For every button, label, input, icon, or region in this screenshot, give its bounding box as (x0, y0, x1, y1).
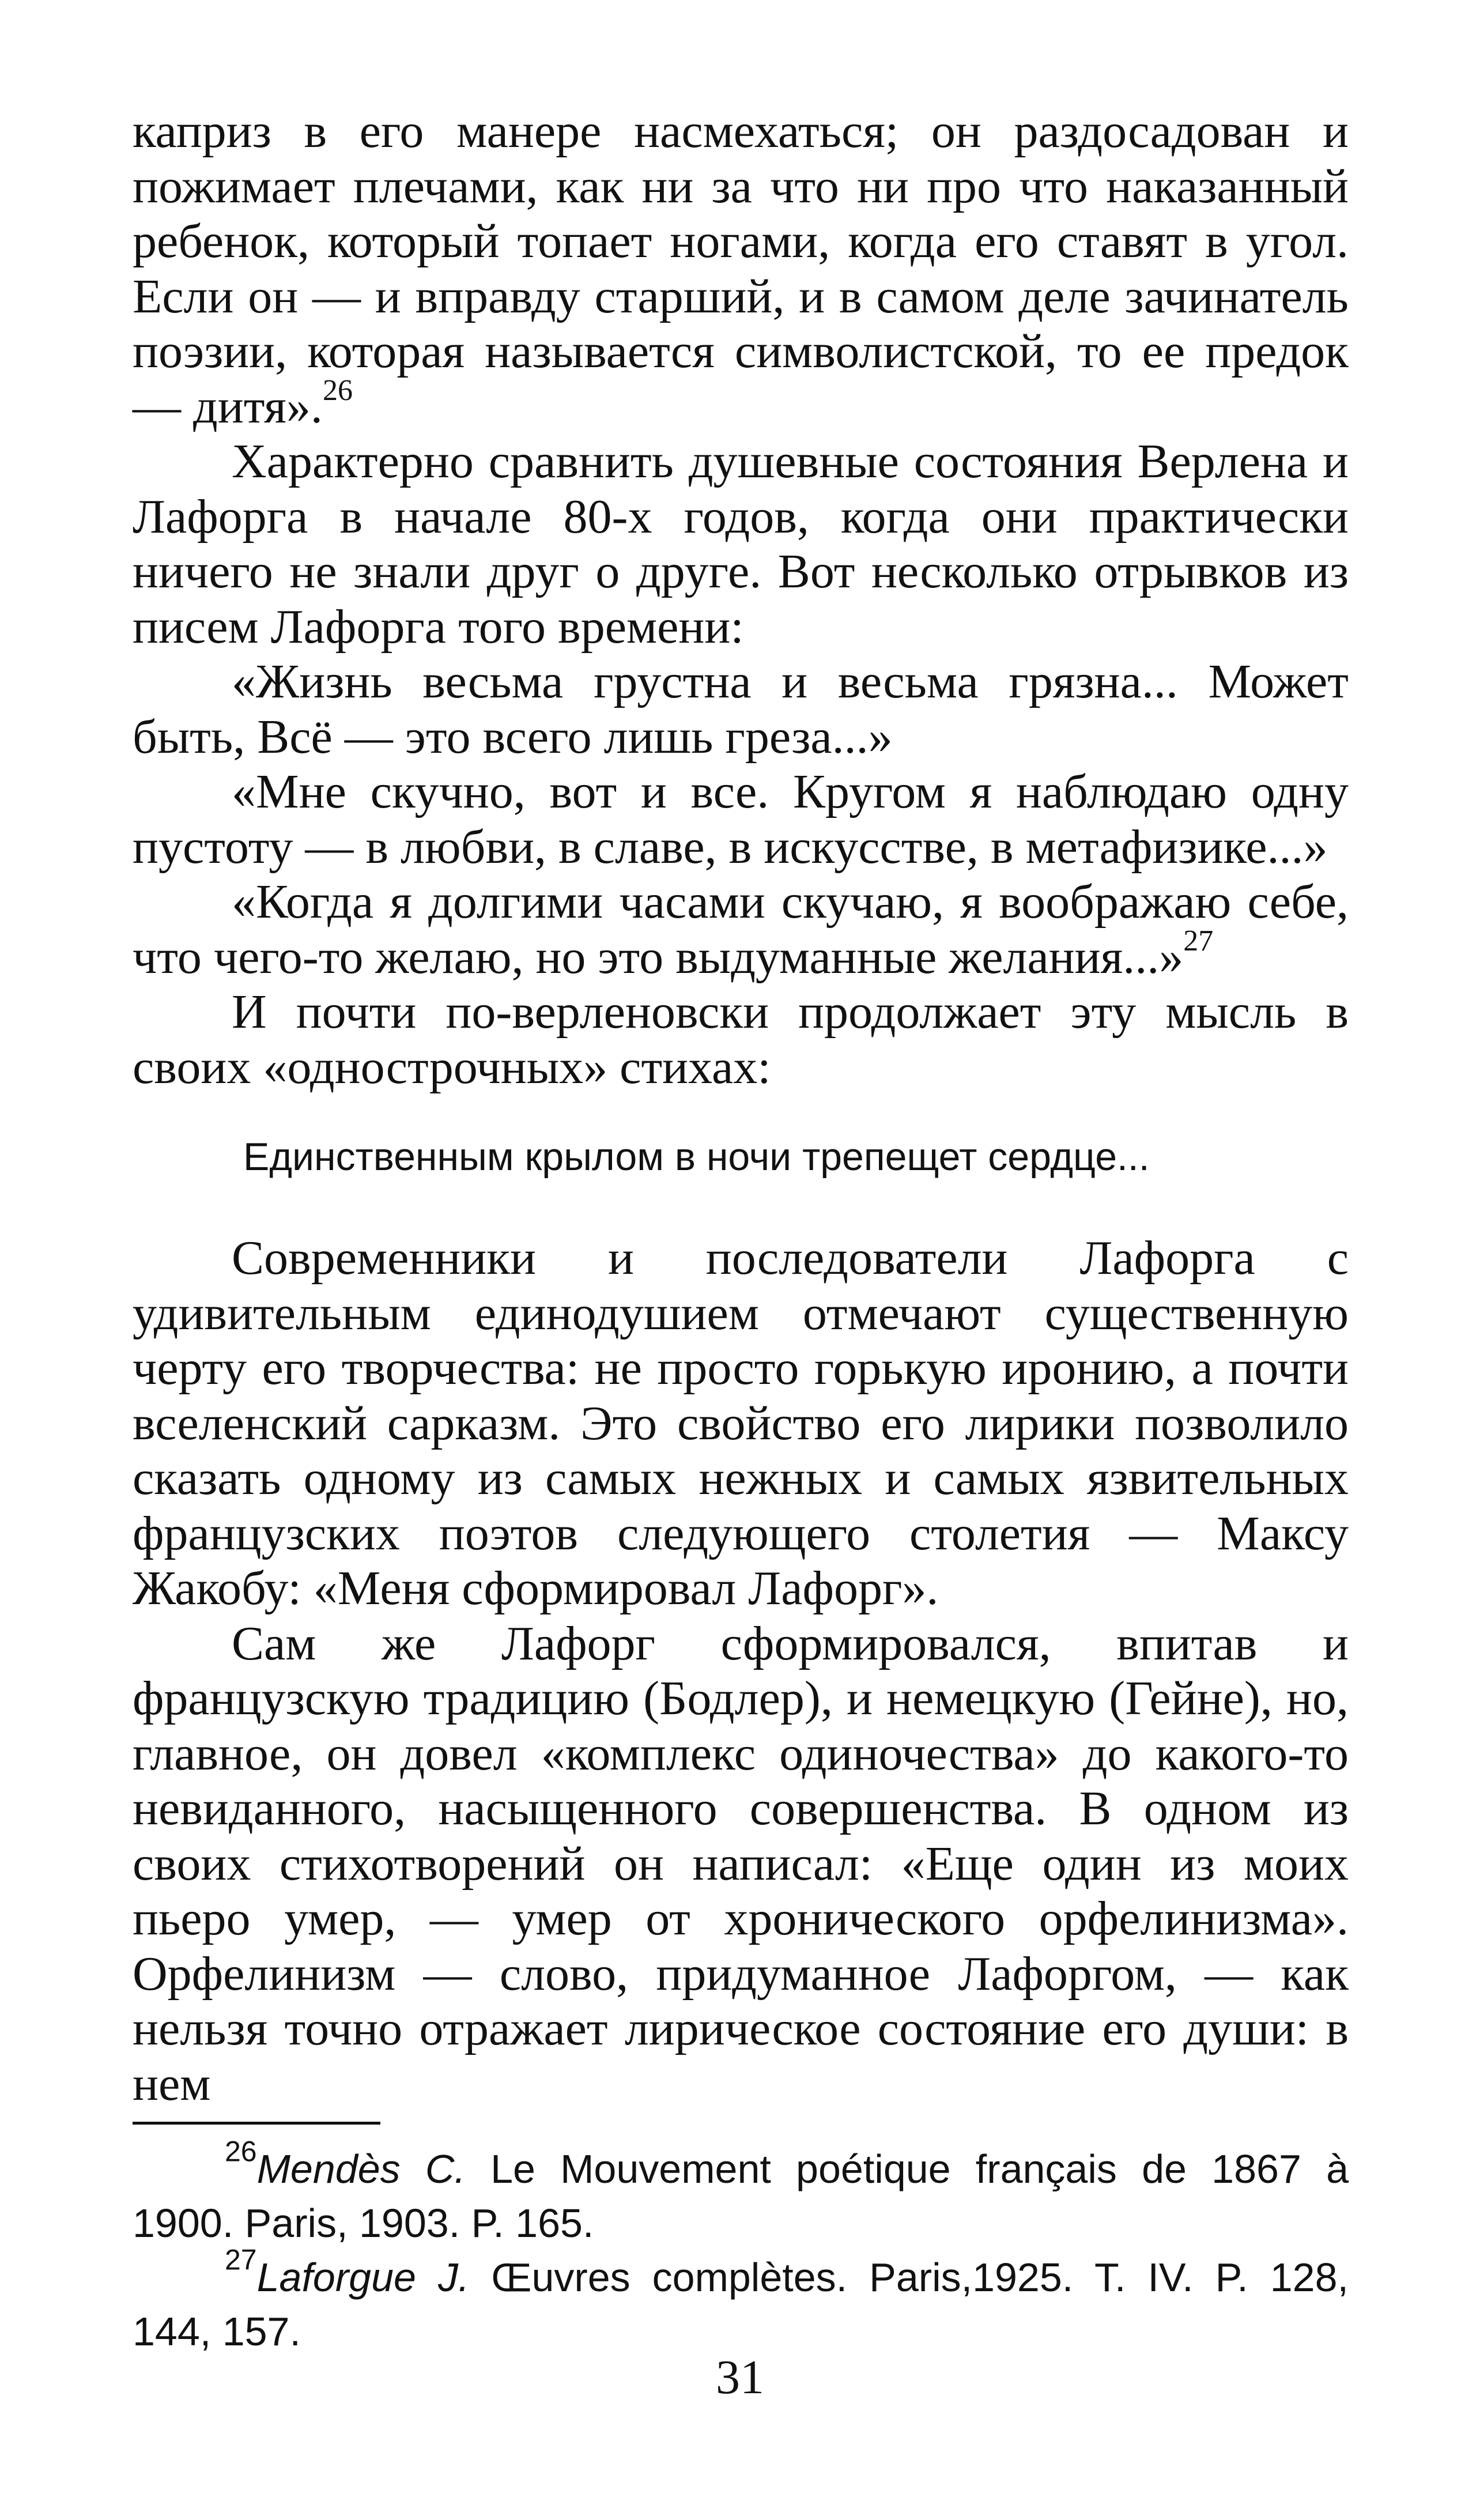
paragraph-formation: Сам же Лафорг сформировался, впитав и французскую традицию (Бодлер), и немецкую (Гейне), но, главное, он довел «комплекс одиночества» до какого-то невиданного, насыщенного совершенства. В одном из своих стихотворений он написал: «Еще один из моих пьеро умер, — умер от хронического орфелинизма». Орфелинизм — слово, придуманное Лафоргом, — как нельзя точно отражает лирическое состояние его души: в нем (133, 1616, 1349, 2111)
footnote-27 (133, 2243, 1349, 2359)
paragraph-comparison: Характерно сравнить душевные состояния Верлена и Лафорга в начале 80-х годов, когда они практически ничего не знали друг о друге. Вот несколько отрывков из писем Лафорга того времени: (133, 435, 1349, 654)
footnote-text: Œuvres complètes. Paris,1925. T. IV. P. 128, 144, 157. (133, 2255, 1349, 2354)
paragraph-contemporaries: Современники и последователи Лафорга с удивительным единодушием отмечают существенную черту его творчества: не просто горькую иронию, а почти вселенский сарказм. Это свойство его лирики позволило сказать одному из самых нежных и самых язвительных французских поэтов следующего столетия — Максу Жакобу: «Меня сформировал Лафорг». (133, 1231, 1349, 1615)
footnote-26 (133, 2135, 1349, 2250)
quote-desires: «Когда я долгими часами скучаю, я воображаю себе, что чего-то желаю, но это выдуманные желания...»$^{27}$ (133, 875, 1349, 984)
paragraph-verse-intro: И почти по-верленовски продолжает эту мысль в своих «однострочных» стихах: (133, 985, 1349, 1094)
page-body (133, 104, 1349, 2359)
footnote-ref-27: 27 (1183, 924, 1214, 957)
verse-line: Единственным крылом в ночи трепещет сердце... (243, 1135, 1150, 1179)
quote-life: «Жизнь весьма грустна и весьма грязна... Может быть, Всё — это всего лишь греза...» (133, 655, 1349, 764)
quote-boredom: «Мне скучно, вот и все. Кругом я наблюдаю одну пустоту — в любви, в славе, в искусстве, в метафизике...» (133, 765, 1349, 874)
page-number: 31 (716, 2351, 764, 2404)
footnote-author: Laforgue J. (256, 2255, 470, 2300)
footnote-text: Le Mouvement poétique français de 1867 à 1900. Paris, 1903. P. 165. (133, 2146, 1349, 2246)
footnote-ref-26: 26 (322, 374, 353, 407)
paragraph-continuation: каприз в его манере насмехаться; он раздосадован и пожимает плечами, как ни за что ни про что наказанный ребенок, который топает ногами, когда его ставят в угол. Если он — и вправду старший, и в самом деле зачинатель поэзии, которая называется символистской, то ее предок — дитя».$^{26}$ (133, 104, 1349, 433)
footnote-number: 26 (225, 2135, 257, 2168)
footnote-author: Mendès C. (256, 2146, 466, 2191)
footnote-divider (133, 2122, 380, 2125)
footnote-number: 27 (225, 2243, 257, 2276)
